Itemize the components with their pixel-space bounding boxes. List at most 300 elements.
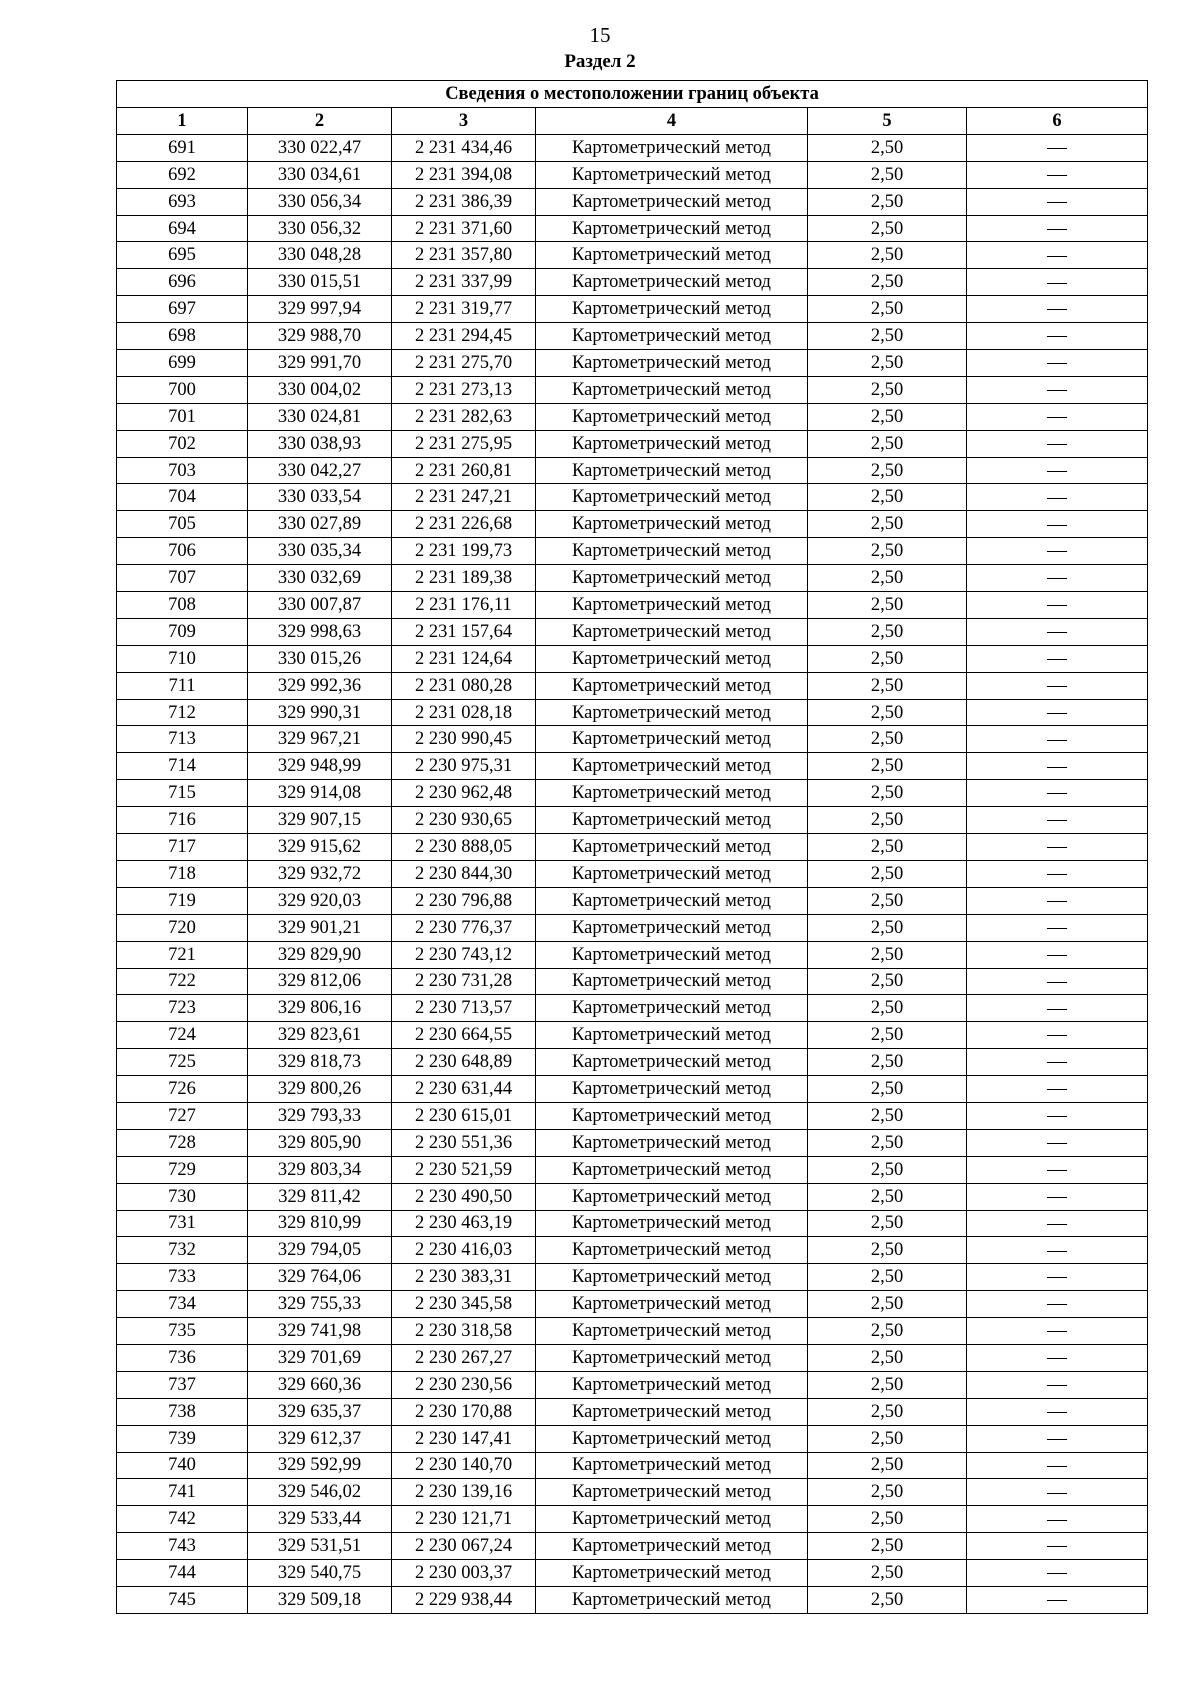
description-cell: [967, 995, 1148, 1022]
x-coordinate-cell: 330 034,61: [248, 161, 392, 188]
precision-cell: 2,50: [808, 1022, 967, 1049]
x-coordinate-cell: 330 004,02: [248, 376, 392, 403]
y-coordinate-cell: 2 230 844,30: [392, 860, 536, 887]
description-cell: [967, 457, 1148, 484]
x-coordinate-cell: 330 027,89: [248, 511, 392, 538]
point-number-cell: 740: [117, 1452, 248, 1479]
dash-mark: [1047, 740, 1067, 741]
x-coordinate-cell: 329 764,06: [248, 1264, 392, 1291]
table-row: [117, 1237, 1148, 1264]
table-row: [117, 269, 1148, 296]
description-cell: [967, 242, 1148, 269]
precision-cell: 2,50: [808, 1506, 967, 1533]
table-row: [117, 1479, 1148, 1506]
table-row: [117, 726, 1148, 753]
description-cell: [967, 914, 1148, 941]
table-row: [117, 1049, 1148, 1076]
method-cell: Картометрический метод: [536, 968, 808, 995]
point-number-cell: 711: [117, 672, 248, 699]
x-coordinate-cell: 329 741,98: [248, 1318, 392, 1345]
table-row: [117, 350, 1148, 377]
description-cell: [967, 1129, 1148, 1156]
method-cell: Картометрический метод: [536, 860, 808, 887]
y-coordinate-cell: 2 230 067,24: [392, 1533, 536, 1560]
dash-mark: [1047, 1546, 1067, 1547]
table-row: [117, 1425, 1148, 1452]
y-coordinate-cell: 2 230 345,58: [392, 1291, 536, 1318]
method-cell: Картометрический метод: [536, 914, 808, 941]
precision-cell: 2,50: [808, 511, 967, 538]
method-cell: Картометрический метод: [536, 430, 808, 457]
precision-cell: 2,50: [808, 215, 967, 242]
x-coordinate-cell: 330 022,47: [248, 134, 392, 161]
y-coordinate-cell: 2 230 139,16: [392, 1479, 536, 1506]
description-cell: [967, 1479, 1148, 1506]
method-cell: Картометрический метод: [536, 1318, 808, 1345]
method-cell: Картометрический метод: [536, 403, 808, 430]
method-cell: Картометрический метод: [536, 296, 808, 323]
method-cell: Картометрический метод: [536, 834, 808, 861]
precision-cell: 2,50: [808, 538, 967, 565]
point-number-cell: 737: [117, 1371, 248, 1398]
precision-cell: 2,50: [808, 1210, 967, 1237]
precision-cell: 2,50: [808, 592, 967, 619]
table-row: [117, 1264, 1148, 1291]
precision-cell: 2,50: [808, 1398, 967, 1425]
x-coordinate-cell: 329 635,37: [248, 1398, 392, 1425]
x-coordinate-cell: 329 998,63: [248, 618, 392, 645]
table-row: [117, 1344, 1148, 1371]
point-number-cell: 691: [117, 134, 248, 161]
description-cell: [967, 430, 1148, 457]
x-coordinate-cell: 330 032,69: [248, 565, 392, 592]
dash-mark: [1047, 1170, 1067, 1171]
method-cell: Картометрический метод: [536, 887, 808, 914]
x-coordinate-cell: 329 533,44: [248, 1506, 392, 1533]
description-cell: [967, 968, 1148, 995]
table-row: [117, 618, 1148, 645]
dash-mark: [1047, 955, 1067, 956]
point-number-cell: 732: [117, 1237, 248, 1264]
y-coordinate-cell: 2 230 990,45: [392, 726, 536, 753]
table-row: [117, 699, 1148, 726]
table-row: [117, 403, 1148, 430]
precision-cell: 2,50: [808, 672, 967, 699]
x-coordinate-cell: 329 794,05: [248, 1237, 392, 1264]
description-cell: [967, 215, 1148, 242]
description-cell: [967, 780, 1148, 807]
y-coordinate-cell: 2 230 383,31: [392, 1264, 536, 1291]
precision-cell: 2,50: [808, 699, 967, 726]
description-cell: [967, 1102, 1148, 1129]
x-coordinate-cell: 329 660,36: [248, 1371, 392, 1398]
y-coordinate-cell: 2 231 319,77: [392, 296, 536, 323]
y-coordinate-cell: 2 230 648,89: [392, 1049, 536, 1076]
method-cell: Картометрический метод: [536, 1425, 808, 1452]
point-number-cell: 712: [117, 699, 248, 726]
point-number-cell: 735: [117, 1318, 248, 1345]
y-coordinate-cell: 2 231 434,46: [392, 134, 536, 161]
table-row: [117, 457, 1148, 484]
table-row: [117, 592, 1148, 619]
dash-mark: [1047, 1385, 1067, 1386]
table-row: [117, 807, 1148, 834]
dash-mark: [1047, 417, 1067, 418]
precision-cell: 2,50: [808, 457, 967, 484]
y-coordinate-cell: 2 231 226,68: [392, 511, 536, 538]
column-header: 1: [117, 108, 248, 135]
method-cell: Картометрический метод: [536, 618, 808, 645]
x-coordinate-cell: 330 042,27: [248, 457, 392, 484]
x-coordinate-cell: 330 038,93: [248, 430, 392, 457]
precision-cell: 2,50: [808, 565, 967, 592]
method-cell: Картометрический метод: [536, 592, 808, 619]
dash-mark: [1047, 578, 1067, 579]
point-number-cell: 707: [117, 565, 248, 592]
dash-mark: [1047, 686, 1067, 687]
table-row: [117, 1022, 1148, 1049]
x-coordinate-cell: 329 901,21: [248, 914, 392, 941]
precision-cell: 2,50: [808, 860, 967, 887]
precision-cell: 2,50: [808, 1452, 967, 1479]
precision-cell: 2,50: [808, 1586, 967, 1613]
y-coordinate-cell: 2 231 337,99: [392, 269, 536, 296]
precision-cell: 2,50: [808, 834, 967, 861]
point-number-cell: 716: [117, 807, 248, 834]
dash-mark: [1047, 1062, 1067, 1063]
precision-cell: 2,50: [808, 242, 967, 269]
dash-mark: [1047, 336, 1067, 337]
method-cell: Картометрический метод: [536, 1183, 808, 1210]
description-cell: [967, 376, 1148, 403]
description-cell: [967, 1291, 1148, 1318]
method-cell: Картометрический метод: [536, 242, 808, 269]
dash-mark: [1047, 1009, 1067, 1010]
precision-cell: 2,50: [808, 887, 967, 914]
table-row: [117, 1183, 1148, 1210]
y-coordinate-cell: 2 231 080,28: [392, 672, 536, 699]
precision-cell: 2,50: [808, 1371, 967, 1398]
method-cell: Картометрический метод: [536, 1586, 808, 1613]
dash-mark: [1047, 1412, 1067, 1413]
table-row: [117, 1398, 1148, 1425]
dash-mark: [1047, 1089, 1067, 1090]
dash-mark: [1047, 202, 1067, 203]
x-coordinate-cell: 329 915,62: [248, 834, 392, 861]
method-cell: Картометрический метод: [536, 1398, 808, 1425]
precision-cell: 2,50: [808, 134, 967, 161]
precision-cell: 2,50: [808, 645, 967, 672]
table-row: [117, 860, 1148, 887]
point-number-cell: 709: [117, 618, 248, 645]
dash-mark: [1047, 390, 1067, 391]
precision-cell: 2,50: [808, 1264, 967, 1291]
x-coordinate-cell: 329 948,99: [248, 753, 392, 780]
x-coordinate-cell: 329 810,99: [248, 1210, 392, 1237]
y-coordinate-cell: 2 230 888,05: [392, 834, 536, 861]
method-cell: Картометрический метод: [536, 1533, 808, 1560]
point-number-cell: 696: [117, 269, 248, 296]
boundary-coordinates-table: [116, 80, 1148, 1614]
x-coordinate-cell: 329 806,16: [248, 995, 392, 1022]
x-coordinate-cell: 329 531,51: [248, 1533, 392, 1560]
x-coordinate-cell: 329 803,34: [248, 1156, 392, 1183]
point-number-cell: 702: [117, 430, 248, 457]
y-coordinate-cell: 2 230 121,71: [392, 1506, 536, 1533]
table-row: [117, 376, 1148, 403]
description-cell: [967, 484, 1148, 511]
y-coordinate-cell: 2 231 357,80: [392, 242, 536, 269]
description-cell: [967, 323, 1148, 350]
x-coordinate-cell: 329 800,26: [248, 1076, 392, 1103]
method-cell: Картометрический метод: [536, 1210, 808, 1237]
method-cell: Картометрический метод: [536, 780, 808, 807]
precision-cell: 2,50: [808, 1318, 967, 1345]
y-coordinate-cell: 2 230 713,57: [392, 995, 536, 1022]
method-cell: Картометрический метод: [536, 941, 808, 968]
point-number-cell: 738: [117, 1398, 248, 1425]
method-cell: Картометрический метод: [536, 161, 808, 188]
description-cell: [967, 134, 1148, 161]
x-coordinate-cell: 330 056,34: [248, 188, 392, 215]
method-cell: Картометрический метод: [536, 1560, 808, 1587]
point-number-cell: 727: [117, 1102, 248, 1129]
dash-mark: [1047, 847, 1067, 848]
table-row: [117, 1452, 1148, 1479]
dash-mark: [1047, 1197, 1067, 1198]
method-cell: Картометрический метод: [536, 484, 808, 511]
dash-mark: [1047, 309, 1067, 310]
description-cell: [967, 887, 1148, 914]
description-cell: [967, 699, 1148, 726]
point-number-cell: 728: [117, 1129, 248, 1156]
table-row: [117, 430, 1148, 457]
y-coordinate-cell: 2 230 962,48: [392, 780, 536, 807]
precision-cell: 2,50: [808, 1049, 967, 1076]
x-coordinate-cell: 329 540,75: [248, 1560, 392, 1587]
dash-mark: [1047, 1466, 1067, 1467]
column-header: 5: [808, 108, 967, 135]
dash-mark: [1047, 363, 1067, 364]
method-cell: Картометрический метод: [536, 511, 808, 538]
y-coordinate-cell: 2 230 664,55: [392, 1022, 536, 1049]
table-row: [117, 538, 1148, 565]
method-cell: Картометрический метод: [536, 1237, 808, 1264]
description-cell: [967, 753, 1148, 780]
table-caption-row: [117, 81, 1148, 108]
x-coordinate-cell: 329 823,61: [248, 1022, 392, 1049]
dash-mark: [1047, 874, 1067, 875]
y-coordinate-cell: 2 231 189,38: [392, 565, 536, 592]
y-coordinate-cell: 2 231 294,45: [392, 323, 536, 350]
table-row: [117, 1586, 1148, 1613]
point-number-cell: 714: [117, 753, 248, 780]
method-cell: Картометрический метод: [536, 995, 808, 1022]
x-coordinate-cell: 329 992,36: [248, 672, 392, 699]
point-number-cell: 694: [117, 215, 248, 242]
description-cell: [967, 1210, 1148, 1237]
dash-mark: [1047, 1600, 1067, 1601]
table-row: [117, 511, 1148, 538]
description-cell: [967, 1022, 1148, 1049]
method-cell: Картометрический метод: [536, 350, 808, 377]
description-cell: [967, 565, 1148, 592]
precision-cell: 2,50: [808, 1425, 967, 1452]
point-number-cell: 741: [117, 1479, 248, 1506]
description-cell: [967, 1344, 1148, 1371]
point-number-cell: 721: [117, 941, 248, 968]
x-coordinate-cell: 330 035,34: [248, 538, 392, 565]
x-coordinate-cell: 329 818,73: [248, 1049, 392, 1076]
precision-cell: 2,50: [808, 1102, 967, 1129]
precision-cell: 2,50: [808, 1183, 967, 1210]
precision-cell: 2,50: [808, 188, 967, 215]
dash-mark: [1047, 1035, 1067, 1036]
dash-mark: [1047, 632, 1067, 633]
x-coordinate-cell: 329 592,99: [248, 1452, 392, 1479]
point-number-cell: 725: [117, 1049, 248, 1076]
precision-cell: 2,50: [808, 726, 967, 753]
x-coordinate-cell: 329 811,42: [248, 1183, 392, 1210]
point-number-cell: 726: [117, 1076, 248, 1103]
point-number-cell: 692: [117, 161, 248, 188]
precision-cell: 2,50: [808, 1156, 967, 1183]
table-row: [117, 753, 1148, 780]
method-cell: Картометрический метод: [536, 565, 808, 592]
point-number-cell: 713: [117, 726, 248, 753]
description-cell: [967, 834, 1148, 861]
point-number-cell: 742: [117, 1506, 248, 1533]
method-cell: Картометрический метод: [536, 215, 808, 242]
table-row: [117, 1533, 1148, 1560]
dash-mark: [1047, 283, 1067, 284]
method-cell: Картометрический метод: [536, 323, 808, 350]
dash-mark: [1047, 471, 1067, 472]
precision-cell: 2,50: [808, 941, 967, 968]
precision-cell: 2,50: [808, 1291, 967, 1318]
dash-mark: [1047, 525, 1067, 526]
table-body: [117, 134, 1148, 1613]
method-cell: Картометрический метод: [536, 1129, 808, 1156]
method-cell: Картометрический метод: [536, 1264, 808, 1291]
point-number-cell: 705: [117, 511, 248, 538]
table-row: [117, 1210, 1148, 1237]
x-coordinate-cell: 329 991,70: [248, 350, 392, 377]
point-number-cell: 708: [117, 592, 248, 619]
precision-cell: 2,50: [808, 753, 967, 780]
method-cell: Картометрический метод: [536, 134, 808, 161]
description-cell: [967, 538, 1148, 565]
description-cell: [967, 1425, 1148, 1452]
description-cell: [967, 1398, 1148, 1425]
x-coordinate-cell: 330 048,28: [248, 242, 392, 269]
y-coordinate-cell: 2 231 273,13: [392, 376, 536, 403]
method-cell: Картометрический метод: [536, 1049, 808, 1076]
point-number-cell: 703: [117, 457, 248, 484]
dash-mark: [1047, 148, 1067, 149]
precision-cell: 2,50: [808, 780, 967, 807]
y-coordinate-cell: 2 231 176,11: [392, 592, 536, 619]
point-number-cell: 739: [117, 1425, 248, 1452]
dash-mark: [1047, 498, 1067, 499]
point-number-cell: 720: [117, 914, 248, 941]
point-number-cell: 699: [117, 350, 248, 377]
table-row: [117, 1560, 1148, 1587]
method-cell: Картометрический метод: [536, 1022, 808, 1049]
point-number-cell: 693: [117, 188, 248, 215]
dash-mark: [1047, 1520, 1067, 1521]
table-row: [117, 484, 1148, 511]
method-cell: Картометрический метод: [536, 672, 808, 699]
point-number-cell: 733: [117, 1264, 248, 1291]
dash-mark: [1047, 444, 1067, 445]
x-coordinate-cell: 330 015,26: [248, 645, 392, 672]
y-coordinate-cell: 2 231 394,08: [392, 161, 536, 188]
method-cell: Картометрический метод: [536, 807, 808, 834]
x-coordinate-cell: 329 920,03: [248, 887, 392, 914]
dash-mark: [1047, 1224, 1067, 1225]
precision-cell: 2,50: [808, 914, 967, 941]
description-cell: [967, 807, 1148, 834]
method-cell: Картометрический метод: [536, 1371, 808, 1398]
table-row: [117, 1076, 1148, 1103]
table-row: [117, 188, 1148, 215]
column-header: 6: [967, 108, 1148, 135]
y-coordinate-cell: 2 230 147,41: [392, 1425, 536, 1452]
method-cell: Картометрический метод: [536, 1479, 808, 1506]
description-cell: [967, 1049, 1148, 1076]
point-number-cell: 717: [117, 834, 248, 861]
dash-mark: [1047, 175, 1067, 176]
precision-cell: 2,50: [808, 1129, 967, 1156]
y-coordinate-cell: 2 230 776,37: [392, 914, 536, 941]
description-cell: [967, 726, 1148, 753]
method-cell: Картометрический метод: [536, 457, 808, 484]
precision-cell: 2,50: [808, 1560, 967, 1587]
dash-mark: [1047, 659, 1067, 660]
y-coordinate-cell: 2 231 028,18: [392, 699, 536, 726]
dash-mark: [1047, 1304, 1067, 1305]
precision-cell: 2,50: [808, 350, 967, 377]
y-coordinate-cell: 2 231 371,60: [392, 215, 536, 242]
y-coordinate-cell: 2 230 318,58: [392, 1318, 536, 1345]
precision-cell: 2,50: [808, 1533, 967, 1560]
point-number-cell: 736: [117, 1344, 248, 1371]
y-coordinate-cell: 2 230 743,12: [392, 941, 536, 968]
description-cell: [967, 269, 1148, 296]
point-number-cell: 730: [117, 1183, 248, 1210]
dash-mark: [1047, 901, 1067, 902]
y-coordinate-cell: 2 231 260,81: [392, 457, 536, 484]
x-coordinate-cell: 329 612,37: [248, 1425, 392, 1452]
x-coordinate-cell: 330 015,51: [248, 269, 392, 296]
x-coordinate-cell: 329 755,33: [248, 1291, 392, 1318]
x-coordinate-cell: 330 033,54: [248, 484, 392, 511]
y-coordinate-cell: 2 231 275,70: [392, 350, 536, 377]
point-number-cell: 722: [117, 968, 248, 995]
precision-cell: 2,50: [808, 1076, 967, 1103]
dash-mark: [1047, 551, 1067, 552]
table-row: [117, 161, 1148, 188]
table-row: [117, 1291, 1148, 1318]
y-coordinate-cell: 2 230 003,37: [392, 1560, 536, 1587]
point-number-cell: 734: [117, 1291, 248, 1318]
method-cell: Картометрический метод: [536, 1102, 808, 1129]
precision-cell: 2,50: [808, 403, 967, 430]
table-row: [117, 323, 1148, 350]
method-cell: Картометрический метод: [536, 1506, 808, 1533]
dash-mark: [1047, 982, 1067, 983]
